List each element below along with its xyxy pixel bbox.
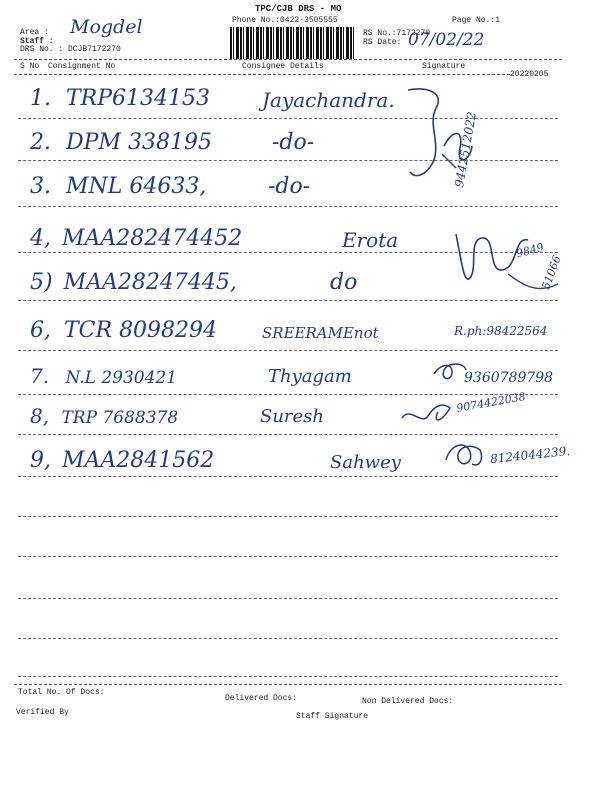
header-divider [14, 59, 562, 60]
consignment-number: MNL 64633, [66, 174, 207, 199]
consignee-name: -do- [268, 174, 311, 199]
consignee-name: Erota [342, 228, 399, 252]
staff-label: Staff : [20, 37, 54, 46]
row-number: 8, [30, 404, 50, 428]
row-number: 4, [30, 226, 51, 251]
document-title: TPC/CJB DRS - MO [255, 4, 342, 14]
col-consignee: Consignee Details [242, 62, 324, 71]
blank-line [18, 598, 558, 599]
phone-label: R.ph: [454, 324, 487, 338]
staff-signature-label: Staff Signature [296, 712, 369, 721]
row-number: 9, [30, 448, 51, 473]
row-2 [30, 130, 212, 155]
col-sno: S No [20, 62, 40, 71]
side-number: 51066 [539, 253, 564, 292]
drs-no-label: DRS No. : [20, 45, 64, 54]
consignee-phone: 9360789798 [464, 370, 554, 386]
phone-number: Phone No.:0422-3505555 [232, 16, 338, 25]
consignee-name: do [330, 270, 358, 295]
side-number: 9442512022 [452, 110, 480, 189]
col-consignment: Consignment No [48, 62, 116, 71]
drs-no-value: DCJB7172270 [68, 45, 121, 54]
phone-value: 98422564 [486, 324, 548, 338]
row-number: 7. [30, 364, 50, 388]
row-line [18, 206, 558, 207]
consignee-phone: 8124044239. [489, 443, 571, 467]
consignee-name: -do- [272, 130, 315, 155]
col-signature: Signature [422, 62, 466, 71]
consignment-number: MAA282474452 [62, 226, 243, 251]
row-line [18, 394, 558, 395]
blank-line [18, 516, 558, 517]
verified-by-label: Verified By [16, 708, 69, 717]
signature-1 [400, 84, 490, 194]
row-5 [30, 270, 237, 295]
delivered-docs-label: Delivered Docs: [225, 694, 298, 703]
signature-5 [440, 430, 490, 476]
area-value: Mogdel [70, 16, 143, 38]
row-9 [30, 448, 214, 473]
rs-date-label: RS Date: [363, 38, 402, 47]
non-delivered-docs-label: Non Delivered Docs: [362, 697, 454, 706]
area-label: Area : [20, 28, 49, 37]
row-4 [30, 226, 242, 251]
consignee-name: Jayachandra. [262, 88, 395, 112]
blank-line [18, 556, 558, 557]
blank-line [18, 638, 558, 639]
blank-line [18, 676, 558, 677]
page-number: Page No.:1 [452, 16, 501, 25]
consignment-number: DPM 338195 [66, 130, 212, 155]
row-6 [30, 318, 217, 343]
barcode [230, 27, 356, 59]
row-number: 1. [30, 86, 51, 111]
row-number: 3. [30, 174, 51, 199]
consignment-number: MAA2841562 [62, 448, 215, 473]
rs-number: RS No.:7172270 [363, 29, 431, 38]
side-number: 9849 [514, 240, 546, 261]
row-number: 6, [30, 318, 51, 343]
consignment-number: TRP 7688378 [61, 408, 179, 428]
reference-number: 20220205 [510, 70, 549, 79]
signature-4 [398, 396, 458, 432]
consignee-phone [454, 324, 547, 338]
columns-divider [14, 74, 510, 75]
consignee-name: SREERAMEnot [262, 324, 379, 342]
consignment-number: N.L 2930421 [65, 368, 178, 388]
consignee-name: Sahwey [330, 452, 401, 473]
row-1 [30, 86, 210, 111]
consignee-phone: 9074422038 [455, 390, 527, 415]
footer-divider [14, 684, 562, 685]
row-8 [30, 404, 178, 428]
consignment-number: MAA28247445, [63, 270, 237, 295]
row-number: 5) [30, 270, 53, 295]
consignee-name: Suresh [260, 406, 325, 427]
consignment-number: TRP6134153 [66, 86, 211, 111]
row-number: 2. [30, 130, 51, 155]
consignee-name: Thyagam [268, 366, 352, 387]
consignment-number: TCR 8098294 [64, 318, 218, 343]
rs-date-value: 07/02/22 [408, 30, 485, 50]
total-docs-label: Total No. Of Docs: [18, 688, 105, 697]
row-line [18, 476, 558, 477]
row-7 [30, 364, 177, 388]
signature-3 [430, 356, 474, 386]
row-3 [30, 174, 206, 199]
row-line [18, 350, 558, 351]
